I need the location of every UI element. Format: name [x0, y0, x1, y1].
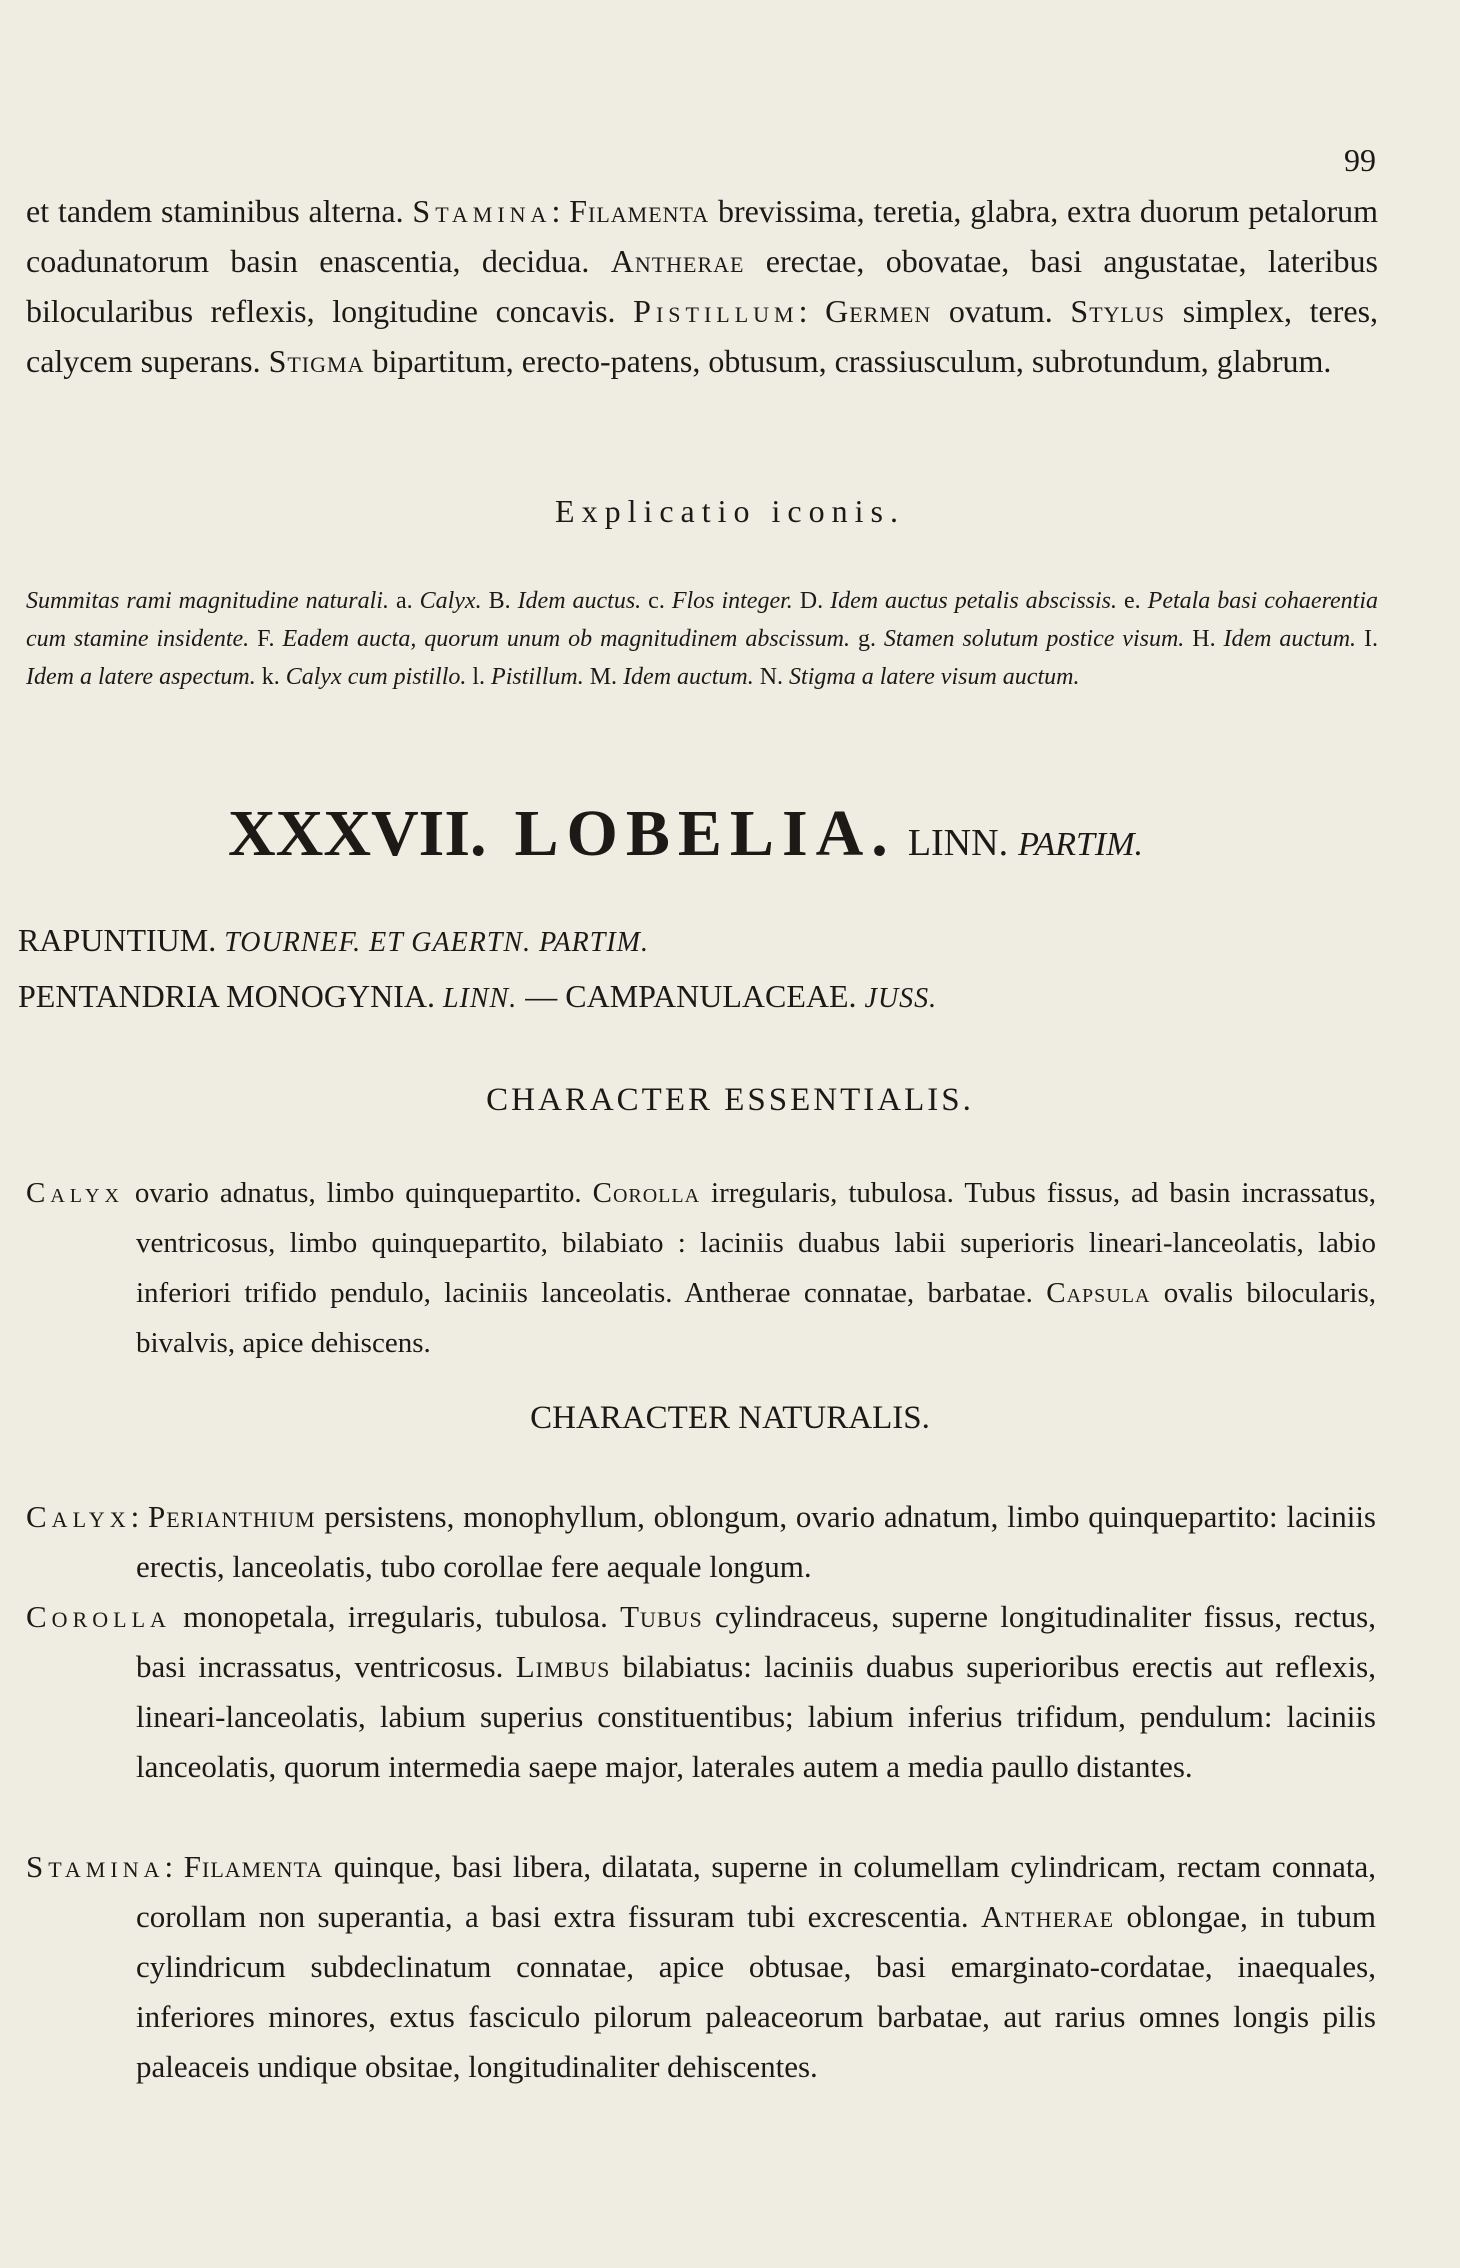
figure-letter: M. — [589, 664, 624, 690]
figure-caption: Idem auctum. — [623, 664, 760, 690]
character-essentialis-heading: CHARACTER ESSENTIALIS. — [486, 1082, 974, 1118]
figure-letter: D. — [799, 588, 831, 614]
genus-name: LOBELIA. — [514, 797, 896, 870]
intro-text: ovatum. — [931, 293, 1071, 329]
figure-letter: B. — [488, 588, 518, 614]
ess-text: ovario adnatus, limbo quinquepartito. — [123, 1177, 593, 1209]
entry-colon: : — [130, 1499, 148, 1534]
entry-text: bilabiatus: laciniis duabus superioribus erectis aut reflexis, lineari-lanceolatis, labium superius constituentibus; labium inferius trifidum, pendulum: laciniis lanceolatis, quorum intermedia saepe major, laterales autem a media paullo distantes. — [136, 1649, 1376, 1784]
classification-auth1: LINN. — [442, 983, 518, 1014]
term-capsula: Capsula — [1046, 1277, 1151, 1309]
page-number: 99 — [1344, 142, 1376, 178]
figure-caption: Idem auctus petalis abscissis. — [830, 588, 1125, 614]
ess-text: ovalis bilocularis, bivalvis, apice dehiscens. — [136, 1277, 1377, 1359]
term-stylus: Stylus — [1070, 293, 1166, 329]
figure-caption: Eadem aucta, quorum unum ob magnitudinem abscissum. — [282, 626, 858, 652]
figure-caption: Calyx. — [419, 588, 489, 614]
intro-paragraph — [26, 186, 1378, 386]
figure-letter: H. — [1192, 626, 1224, 652]
intro-text: bipartitum, erecto-patens, obtusum, crassiusculum, subrotundum, glabrum. — [364, 343, 1332, 379]
classification-family: CAMPANULACEAE. — [565, 978, 857, 1014]
explicatio-text — [26, 582, 1378, 696]
figure-caption: Calyx cum pistillo. — [285, 664, 473, 690]
figure-letter: N. — [759, 664, 790, 690]
term-perianthium: Perianthium — [147, 1499, 316, 1534]
term-stigma: Stigma — [268, 343, 365, 379]
term-calyx: Calyx — [26, 1177, 124, 1209]
figure-caption: Petala basi cohaerentia cum stamine insidente. — [26, 588, 1379, 652]
term-pistillum: Pistillum — [633, 293, 799, 329]
classification-auth2: JUSS. — [864, 983, 938, 1014]
figure-caption: Flos integer. — [671, 588, 800, 614]
figure-letter: k. — [261, 664, 286, 690]
naturalis-calyx-entry — [26, 1492, 1376, 1592]
figure-caption: Idem auctus. — [517, 588, 649, 614]
figure-letter: F. — [257, 626, 283, 652]
figure-letter: I. — [1364, 626, 1378, 652]
figure-letter: a. — [395, 588, 420, 614]
term-corolla: Corolla — [26, 1599, 171, 1634]
term-antherae: Antherae — [981, 1899, 1115, 1934]
entry-colon: : — [164, 1849, 184, 1884]
term-antherae: Antherae — [610, 243, 745, 279]
figure-caption: Summitas rami magnitudine naturali. — [26, 588, 396, 614]
term-stamina: Stamina — [26, 1849, 165, 1884]
term-stamina: Stamina — [412, 193, 552, 229]
entry-text: quinque, basi libera, dilatata, superne in columellam cylindricam, rectam connata, corollam non superantia, a basi extra fissuram tubi excrescentia. — [136, 1849, 1376, 1934]
term-corolla: Corolla — [592, 1177, 701, 1209]
term-filamenta: Filamenta — [183, 1849, 324, 1884]
intro-text: et tandem staminibus alterna. — [26, 193, 413, 229]
figure-caption: Idem a latere aspectum. — [26, 664, 262, 690]
intro-text: : — [798, 293, 826, 329]
term-limbus: Limbus — [515, 1649, 611, 1684]
genus-number: XXXVII. — [228, 797, 487, 870]
ess-text: irregularis, tubulosa. Tubus fissus, ad basin incrassatus, ventricosus, limbo quinquepartito, bilabiato : laciniis duabus labii superioris lineari-lanceolatis, labio inferiori trifido pendulo, laciniis lanceolatis. Antherae connatae, barbatae. — [136, 1177, 1376, 1309]
figure-letter: e. — [1124, 588, 1148, 614]
naturalis-corolla-entry — [26, 1592, 1376, 1792]
intro-text: erectae, obovatae, basi angustatae, lateribus bilocularibus reflexis, longitudine concavis. — [26, 243, 1379, 329]
figure-letter: l. — [472, 664, 492, 690]
genus-qualifier: PARTIM. — [1018, 826, 1144, 863]
entry-text: cylindraceus, superne longitudinaliter fissus, rectus, basi incrassatus, ventricosus. — [136, 1599, 1376, 1684]
figure-caption: Idem auctum. — [1223, 626, 1364, 652]
naturalis-stamina-entry — [26, 1842, 1376, 2092]
figure-letter: g. — [857, 626, 884, 652]
synonym-name: RAPUNTIUM. — [18, 922, 217, 958]
figure-caption: Pistillum. — [491, 664, 590, 690]
character-essentialis-text — [26, 1168, 1376, 1368]
explicatio-heading: Explicatio iconis. — [555, 493, 905, 529]
figure-letter: c. — [648, 588, 672, 614]
classification-linnaean: PENTANDRIA MONOGYNIA. — [18, 978, 435, 1014]
character-naturalis-heading: CHARACTER NATURALIS. — [530, 1400, 930, 1436]
term-filamenta: Filamenta — [569, 193, 710, 229]
term-calyx: Calyx — [26, 1499, 131, 1534]
genus-heading — [228, 796, 1143, 872]
term-germen: Germen — [825, 293, 932, 329]
figure-caption: Stamen solutum postice visum. — [883, 626, 1193, 652]
synonym-line — [18, 922, 649, 959]
intro-text: brevissima, teretia, glabra, extra duorum petalorum coadunatorum basin enascentia, decidua. — [26, 193, 1379, 279]
intro-text: simplex, teres, calycem superans. — [26, 293, 1379, 379]
genus-authority: LINN. — [907, 822, 1009, 864]
intro-text: : — [551, 193, 570, 229]
term-tubus: Tubus — [620, 1599, 703, 1634]
entry-text: monopetala, irregularis, tubulosa. — [170, 1599, 621, 1634]
synonym-authority: TOURNEF. ET GAERTN. PARTIM. — [224, 927, 649, 958]
figure-caption: Stigma a latere visum auctum. — [789, 664, 1080, 690]
entry-text: oblongae, in tubum cylindricum subdeclinatum connatae, apice obtusae, basi emarginato-cordatae, inaequales, inferiores minores, extus fasciculo pilorum paleaceorum barbatae, aut rarius omnes longis pilis paleaceis undique obsitae, longitudinaliter dehiscentes. — [136, 1899, 1376, 2084]
classification-line — [18, 978, 937, 1015]
entry-text: persistens, monophyllum, oblongum, ovario adnatum, limbo quinquepartito: laciniis erectis, lanceolatis, tubo corollae fere aequale longum. — [136, 1499, 1376, 1584]
classification-dash: — — [517, 978, 566, 1014]
